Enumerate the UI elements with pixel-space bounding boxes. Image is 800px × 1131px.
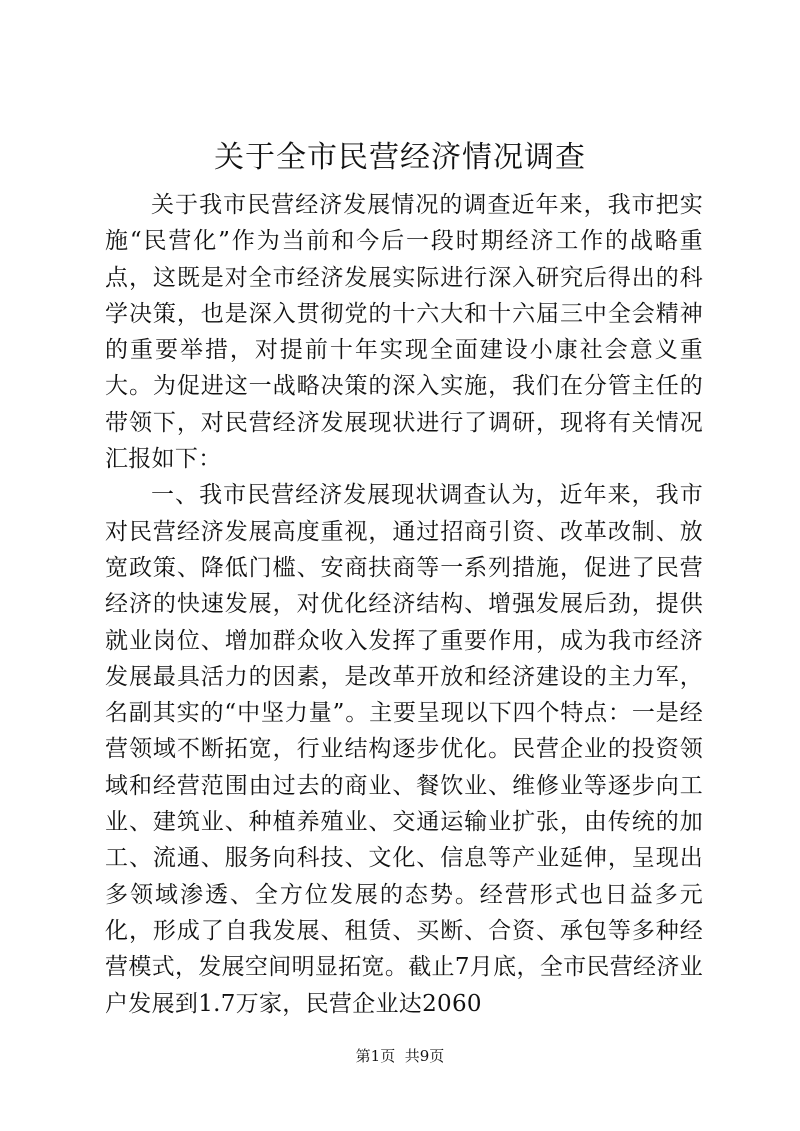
page-footer	[0, 1046, 800, 1066]
page-total: 共9页	[404, 1047, 445, 1065]
document-title: 关于全市民营经济情况调查	[214, 140, 586, 175]
paragraph-section-one: 一、我市民营经济发展现状调查认为，近年来，我市对民营经济发展高度重视，通过招商引资、改革改制、放宽政策、降低门槛、安商扶商等一系列措施，促进了民营经济的快速发展，对优化经济结构、增强发展后劲，提供就业岗位、增加群众收入发挥了重要作用，成为我市经济发展最具活力的因素，是改革开放和经济建设的主力军，名副其实的“中坚力量”。主要呈现以下四个特点：一是经营领域不断拓宽，行业结构逐步优化。民营企业的投资领域和经营范围由过去的商业、餐饮业、维修业等逐步向工业、建筑业、种植养殖业、交通运输业扩张，由传统的加工、流通、服务向科技、文化、信息等产业延伸，呈现出多领域渗透、全方位发展的态势。经营形式也日益多元化，形成了自我发展、租赁、买断、合资、承包等多种经营模式，发展空间明显拓宽。截止7月底，全市民营经济业户发展到1.7万家，民营企业达2060	[105, 482, 703, 1017]
document-body	[105, 187, 703, 1022]
page-number: 第1页	[355, 1047, 396, 1065]
paragraph-intro: 关于我市民营经济发展情况的调查近年来，我市把实施“民营化”作为当前和今后一段时期经济工作的战略重点，这既是对全市经济发展实际进行深入研究后得出的科学决策，也是深入贯彻党的十六大和十六届三中全会精神的重要举措，对提前十年实现全面建设小康社会意义重大。为促进这一战略决策的深入实施，我们在分管主任的带领下，对民营经济发展现状进行了调研，现将有关情况汇报如下：	[105, 192, 703, 473]
